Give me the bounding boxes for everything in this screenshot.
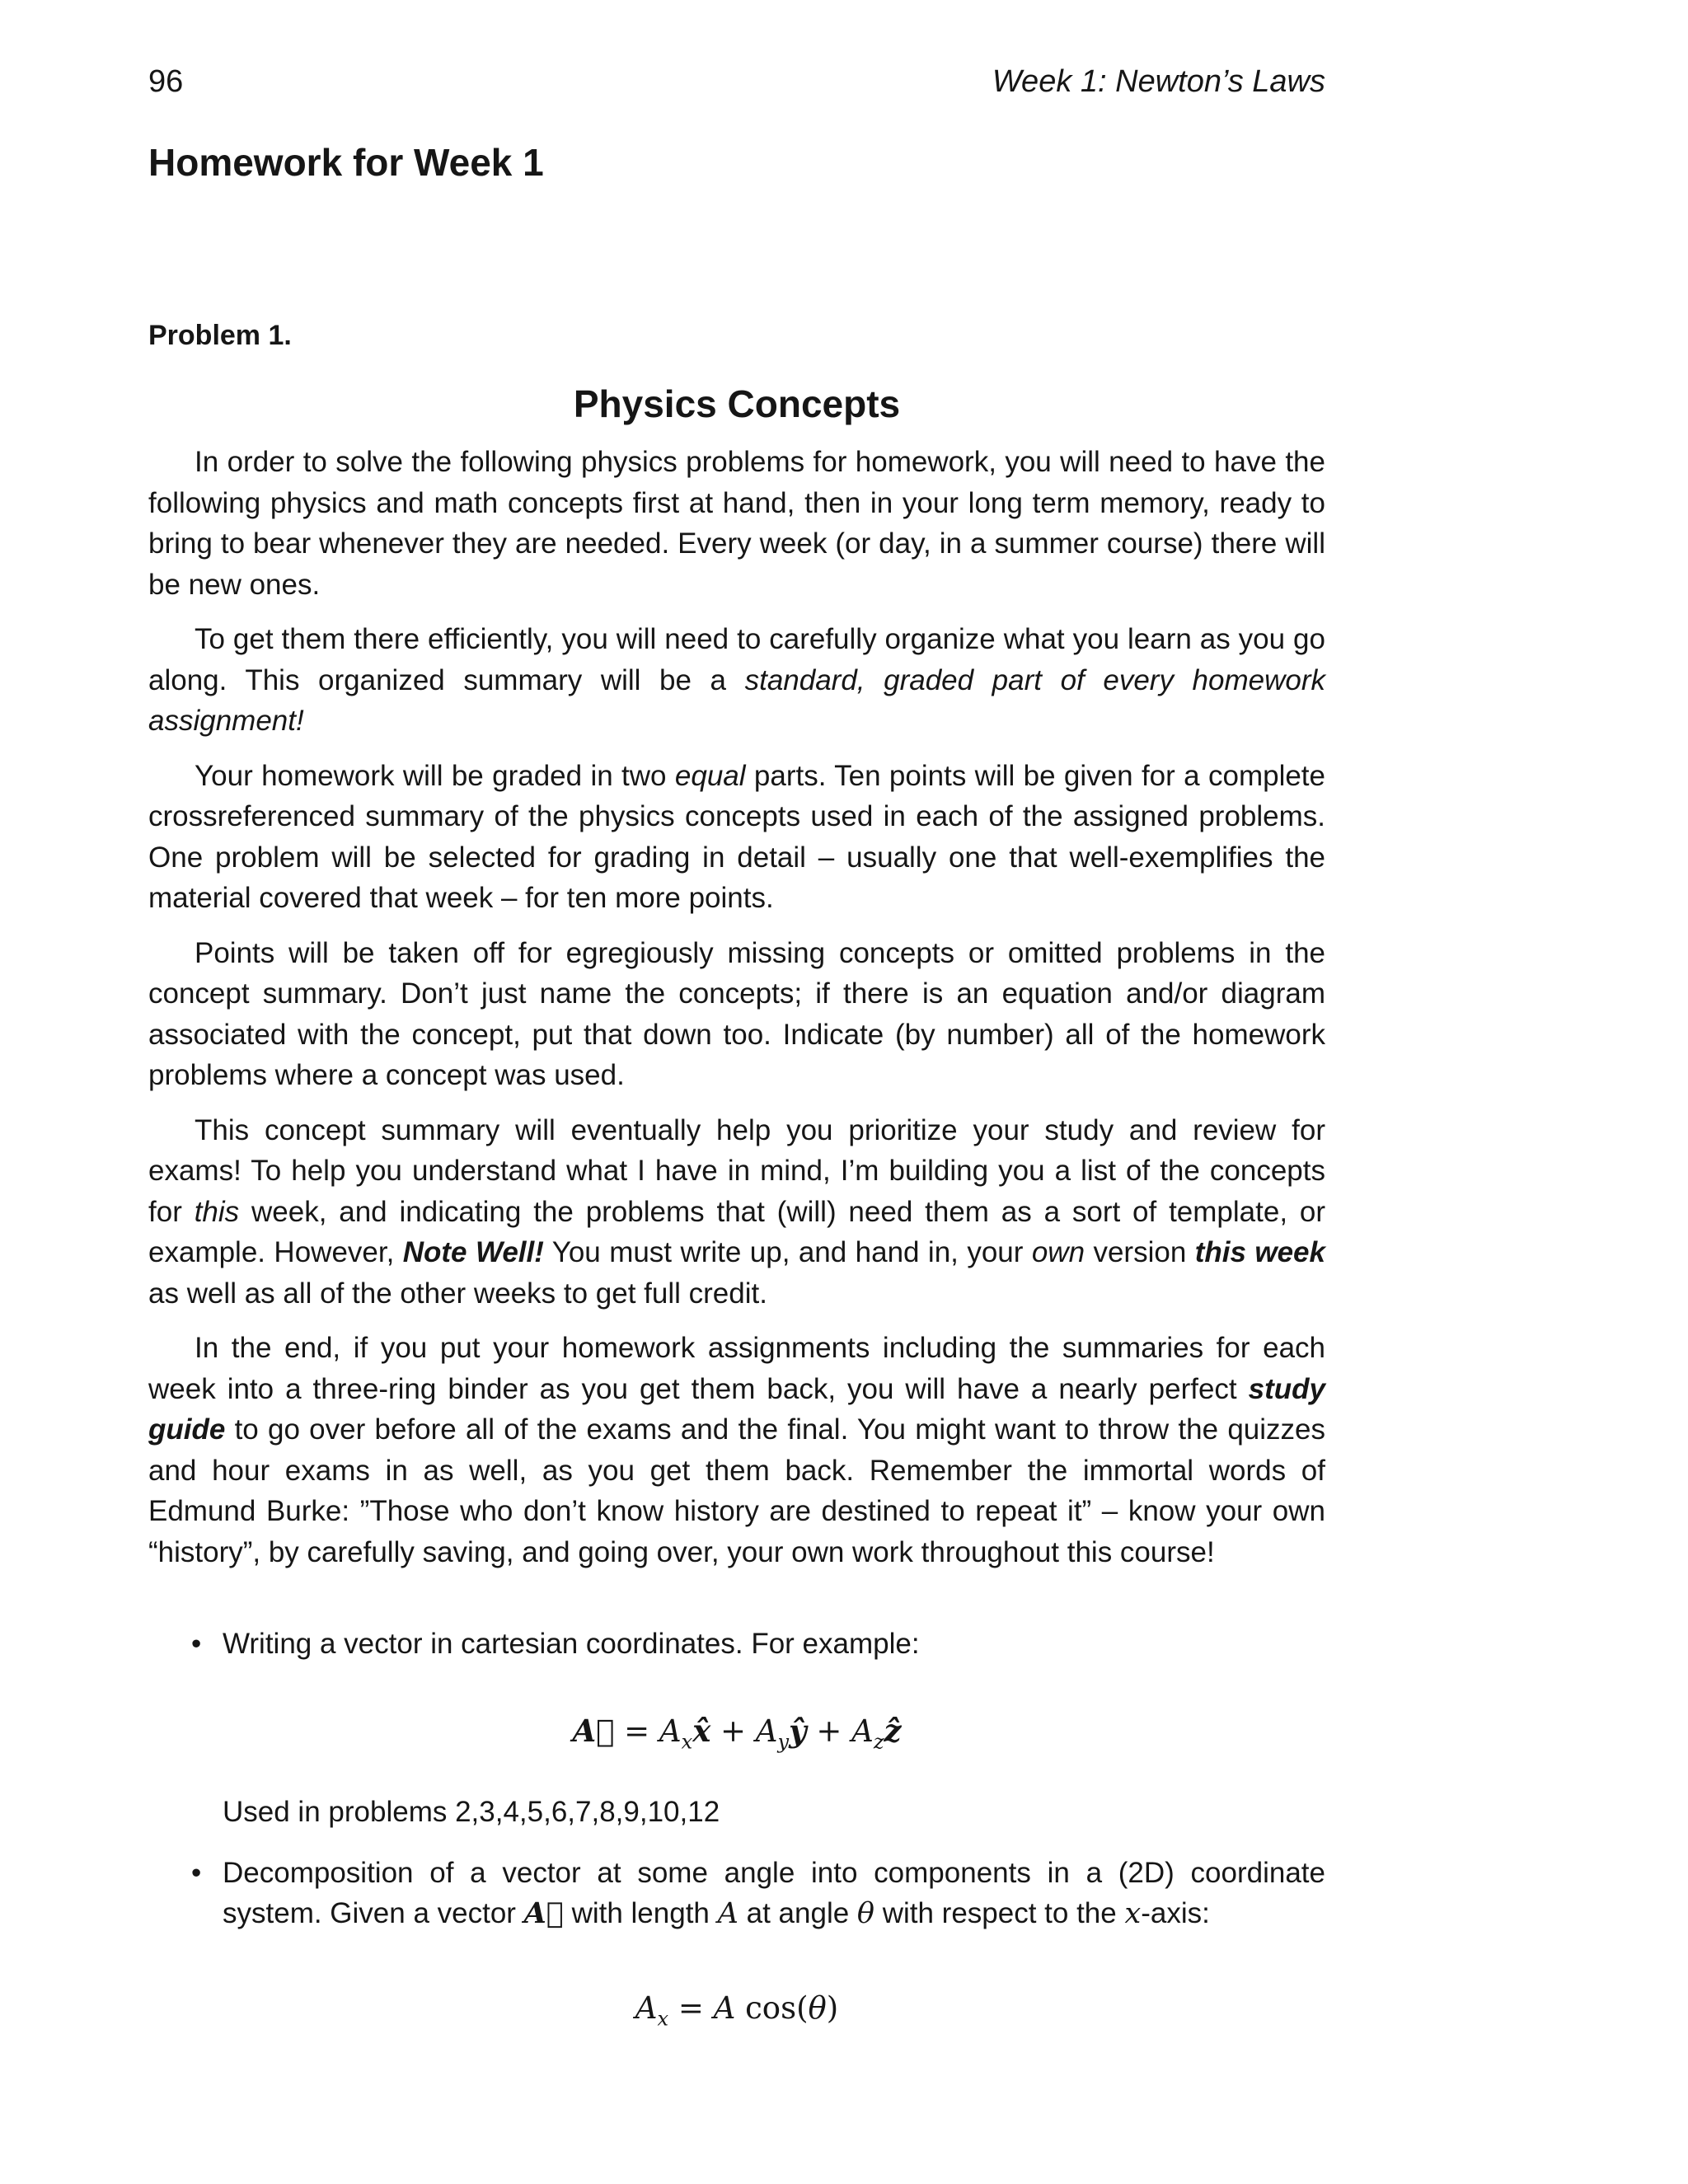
paragraph-2-emphasis: standard, graded part of every homework assignment! <box>148 663 1325 737</box>
concept-item-2-text <box>223 1853 1325 1935</box>
paragraph-6 <box>148 1328 1325 1572</box>
paragraph-5-text-d: version <box>1085 1236 1195 1268</box>
concept-item-1-usage: Used in problems 2,3,4,5,6,7,8,9,10,12 <box>223 1796 720 1829</box>
homework-heading: Homework for Week 1 <box>148 141 544 184</box>
x-symbol: x <box>1124 1897 1142 1931</box>
paragraph-3-text-b: parts. Ten points will be given for a complete crossreferenced summary of the physics concepts used in each of the assigned problems. One problem will be selected for grading in detail – usually one that well-exemplifies the material covered that week – for ten more points. <box>148 759 1325 914</box>
concept-item-2-text-a: Decomposition of a vector at some angle into components in a (2D) coordinate system. Given a vector <box>223 1856 1325 1930</box>
paragraph-5-this-week: this week <box>1194 1236 1325 1268</box>
concept-item-2 <box>148 1853 1325 2040</box>
length-a-symbol: A <box>717 1897 738 1931</box>
paragraph-6-study-guide: study guide <box>148 1372 1325 1446</box>
body-text <box>148 442 1325 2069</box>
paragraph-6-text-b: to go over before all of the exams and the final. You might want to throw the quizzes and hour exams in as well, as you get them back. Remember the immortal words of Edmund Burke: ”Those who don’t know history are destined to repeat it” – know your own “history”, by carefully saving, and going over, your own work throughout this course! <box>148 1413 1325 1568</box>
paragraph-4-text: Points will be taken off for egregiously missing concepts or omitted problems in the concept summary. Don’t just name the concepts; if there is an equation and/or diagram associated with the concept, put that down too. Indicate (by number) all of the homework problems where a concept was used. <box>148 936 1325 1091</box>
bullet-icon: • <box>191 1856 202 1889</box>
paragraph-5-note-well: Note Well! <box>402 1236 544 1268</box>
section-title: Physics Concepts <box>573 382 901 425</box>
paragraph-5-text-e: as well as all of the other weeks to get full credit. <box>148 1277 767 1310</box>
vector-equation: A⃗ = $A_xx̂$ + $A_yŷ$ + $A_zẑ$ <box>572 1712 902 1753</box>
concept-item-2-text-b: with length <box>563 1897 718 1930</box>
bullet-icon: • <box>191 1628 202 1660</box>
concept-item-1 <box>148 1624 1325 1833</box>
paragraph-3-emphasis: equal <box>674 759 746 792</box>
paragraph-5-emphasis-this: this <box>194 1195 240 1228</box>
paragraph-2-text: To get them there efficiently, you will need to carefully organize what you learn as you go along. This organized summary will be a <box>148 623 1325 696</box>
paragraph-5-text-b: week, and indicating the problems that (will) need them as a sort of template, or example. However, <box>148 1195 1325 1268</box>
paragraph-4 <box>148 933 1325 1096</box>
problem-label: Problem 1. <box>148 320 292 351</box>
paragraph-5-text-a: This concept summary will eventually help you prioritize your study and review for exams! To help you understand what I have in mind, I’m building you a list of the concepts for <box>148 1113 1325 1228</box>
paragraph-2 <box>148 619 1325 742</box>
page-number: 96 <box>148 64 184 99</box>
paragraph-1-text: In order to solve the following physics problems for homework, you will need to have the following physics and math concepts first at hand, then in your long term memory, ready to bring to bear whenever they are needed. Every week (or day, in a summer course) there will be new ones. <box>148 446 1325 601</box>
theta-symbol: θ <box>856 1897 874 1931</box>
vector-a-symbol: A⃗ <box>523 1896 564 1931</box>
paragraph-3 <box>148 756 1325 919</box>
running-header: Week 1: Newton’s Laws <box>992 64 1325 99</box>
concept-item-2-text-c: at angle <box>738 1897 857 1930</box>
paragraph-5 <box>148 1110 1325 1315</box>
paragraph-5-text-c: You must write up, and hand in, your <box>543 1236 1032 1268</box>
concept-item-2-text-e: -axis: <box>1141 1897 1210 1930</box>
component-equation: $A_x = A$ cos(θ) <box>635 1990 839 2031</box>
concept-list <box>148 1624 1325 2040</box>
concept-item-2-text-d: with respect to the <box>874 1897 1125 1930</box>
paragraph-5-emphasis-own: own <box>1031 1236 1085 1268</box>
concept-item-1-text: Writing a vector in cartesian coordinates. For example: <box>223 1628 920 1660</box>
paragraph-6-text-a: In the end, if you put your homework assignments including the summaries for each week into a three-ring binder as you get them back, you will have a nearly perfect <box>148 1332 1325 1405</box>
paragraph-1 <box>148 442 1325 605</box>
paragraph-3-text-a: Your homework will be graded in two <box>195 759 675 792</box>
